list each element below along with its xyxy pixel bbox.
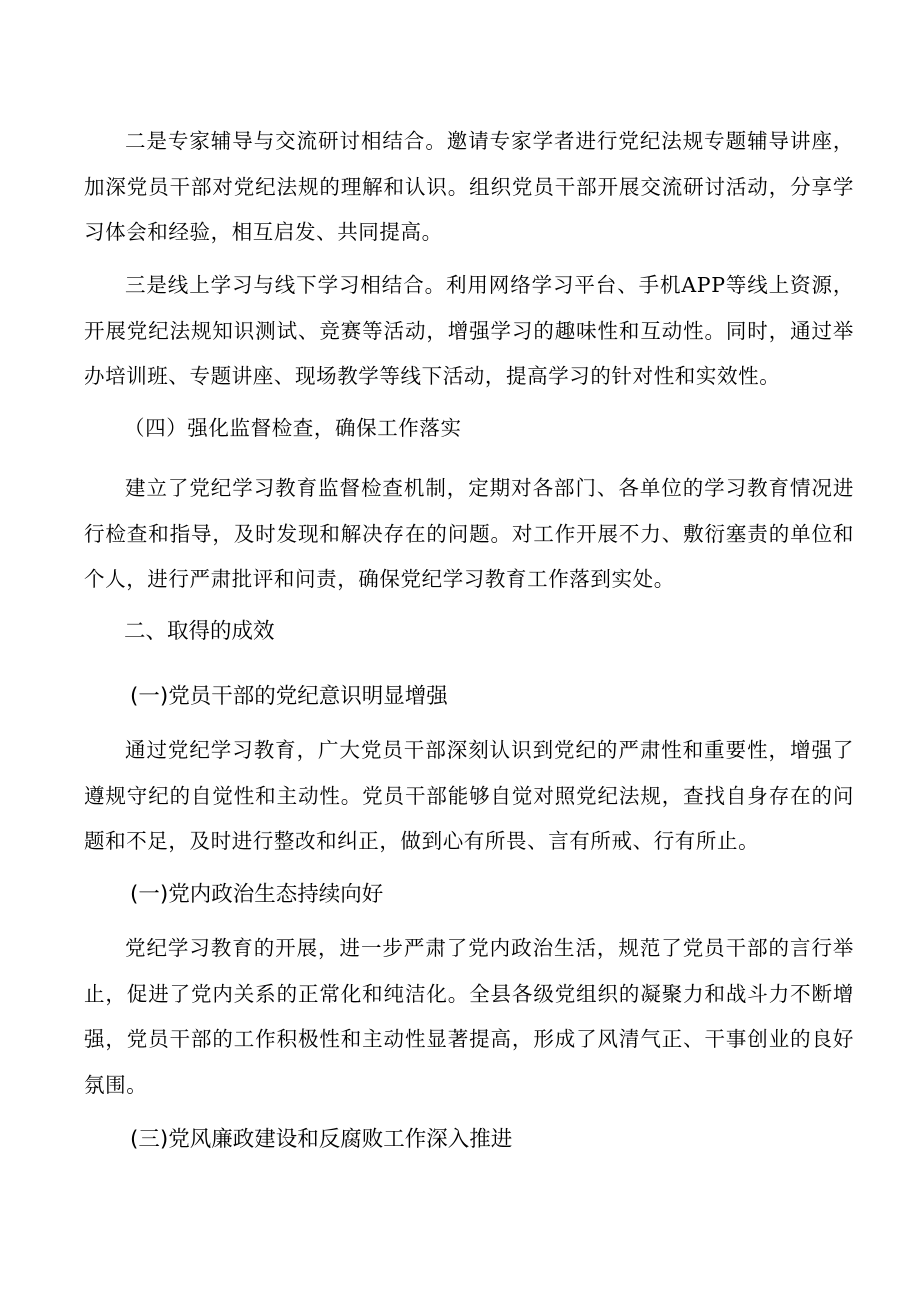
section-heading-results: 二、取得的成效: [124, 619, 275, 644]
paragraph-political-ecology: 党纪学习教育的开展，进一步严肃了党内政治生活，规范了党员干部的言行举止，促进了党内关系的正常化和纯洁化。全县各级党组织的凝聚力和战斗力不断增强，党员干部的工作积极性和主动性显著提高，形成了风清气正、干事创业的良好氛围。: [84, 936, 854, 1097]
heading-supervision: （四）强化监督检查，确保工作落实: [124, 416, 462, 440]
paragraph-expert-guidance: 二是专家辅导与交流研讨相结合。邀请专家学者进行党纪法规专题辅导讲座，加深党员干部对党纪法规的理解和认识。组织党员干部开展交流研讨活动，分享学习体会和经验，相互启发、共同提高。: [84, 129, 854, 245]
heading-anti-corruption: (三)党风廉政建设和反腐败工作深入推进: [130, 1127, 513, 1152]
paragraph-supervision-mechanism: 建立了党纪学习教育监督检查机制，定期对各部门、各单位的学习教育情况进行检查和指导，及时发现和解决存在的问题。对工作开展不力、敷衍塞责的单位和个人，进行严肃批评和问责，确保党纪学习教育工作落到实处。: [84, 476, 854, 592]
paragraph-online-offline-learning: 三是线上学习与线下学习相结合。利用网络学习平台、手机APP等线上资源，开展党纪法规知识测试、竞赛等活动，增强学习的趣味性和互动性。同时，通过举办培训班、专题讲座、现场教学等线下活动，提高学习的针对性和实效性。: [84, 273, 854, 389]
paragraph-discipline-awareness: 通过党纪学习教育，广大党员干部深刻认识到党纪的严肃性和重要性，增强了遵规守纪的自觉性和主动性。党员干部能够自觉对照党纪法规，查找自身存在的问题和不足，及时进行整改和纠正，做到心有所畏、言有所戒、行有所止。: [84, 738, 854, 854]
heading-political-ecology: (一)党内政治生态持续向好: [130, 882, 384, 907]
heading-discipline-awareness: (一)党员干部的党纪意识明显增强: [130, 684, 448, 709]
